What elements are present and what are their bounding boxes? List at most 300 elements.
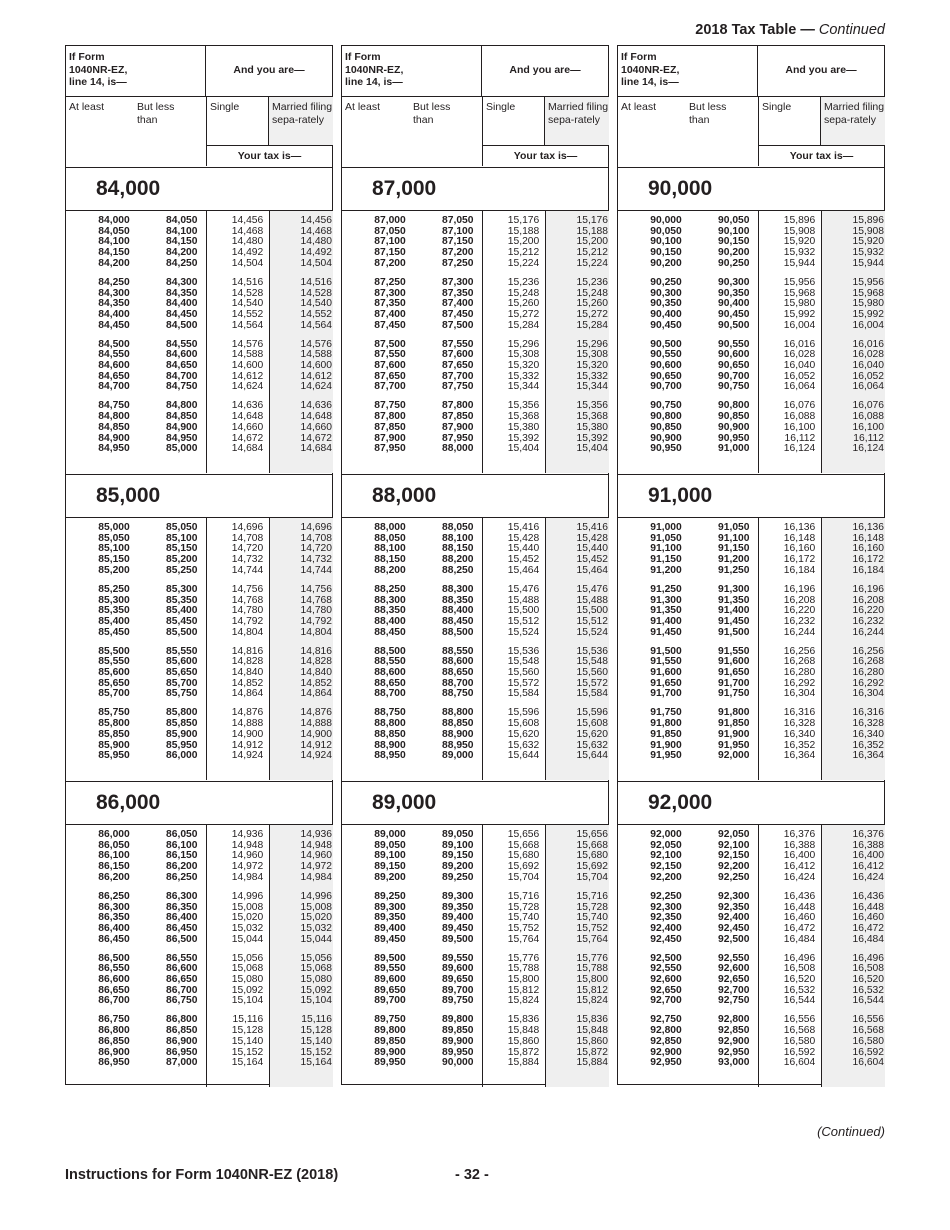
at-least-value: 86,200: [98, 871, 130, 883]
married-tax-value: 15,020: [300, 912, 332, 924]
at-least-value: 87,100: [374, 236, 406, 248]
married-tax-value: 16,028: [852, 349, 884, 361]
single-tax-value: 14,552: [231, 308, 264, 320]
less-than-value: 91,050: [718, 522, 750, 533]
less-than-value: 86,650: [166, 974, 198, 986]
less-than-value: 84,250: [166, 257, 198, 269]
less-than-value: 91,800: [718, 707, 750, 719]
at-least-value: 92,400: [650, 922, 682, 934]
table-row: [66, 751, 332, 762]
at-least-value: 86,850: [98, 1035, 130, 1047]
married-tax-value: 15,104: [300, 995, 332, 1007]
single-tax-value: 15,536: [507, 645, 540, 657]
less-than-value: 88,050: [442, 522, 474, 533]
single-tax-value: 16,220: [783, 605, 816, 617]
block-heading: 85,000: [66, 475, 332, 518]
single-tax-value: 14,516: [231, 276, 264, 288]
header-title-text: 2018 Tax Table —: [695, 22, 815, 38]
married-tax-value: 15,704: [576, 871, 608, 883]
less-than-value: 89,500: [442, 933, 474, 945]
single-tax-value: 15,572: [507, 677, 540, 689]
married-tax-value: 14,840: [300, 667, 332, 679]
at-least-value: 90,300: [650, 287, 682, 299]
single-tax-value: 16,544: [783, 995, 816, 1007]
table-row: [618, 935, 884, 946]
single-tax-value: 16,412: [783, 861, 816, 873]
married-tax-value: 16,220: [852, 605, 884, 617]
at-least-value: 86,400: [98, 922, 130, 934]
at-least-value: 91,500: [650, 645, 682, 657]
married-tax-value: 14,456: [300, 215, 332, 226]
table-row: [342, 321, 608, 332]
married-tax-value: 15,332: [576, 370, 608, 382]
less-than-value: 92,400: [718, 912, 750, 924]
married-tax-value: 16,076: [852, 400, 884, 412]
married-tax-value: 16,292: [852, 677, 884, 689]
at-least-value: 92,550: [650, 963, 682, 975]
less-than-value: 86,000: [166, 750, 198, 762]
less-than-value: 89,200: [442, 861, 474, 873]
married-tax-value: 14,792: [300, 615, 332, 627]
single-tax-value: 14,540: [231, 298, 264, 310]
at-least-value: 88,500: [374, 645, 406, 657]
less-than-value: 87,900: [442, 421, 474, 433]
table-row: [618, 444, 884, 455]
table-row: [342, 924, 608, 935]
less-than-value: 91,150: [718, 543, 750, 555]
married-tax-value: 14,720: [300, 543, 332, 555]
single-tax-value: 15,344: [507, 381, 540, 393]
at-least-value: 85,000: [98, 522, 130, 533]
single-tax-value: 16,100: [783, 421, 816, 433]
married-tax-value: 15,260: [576, 298, 608, 310]
at-least-value: 86,450: [98, 933, 130, 945]
at-least-value: 91,650: [650, 677, 682, 689]
less-than-value: 89,850: [442, 1025, 474, 1037]
income-block: [66, 782, 332, 1089]
less-than-value: 86,250: [166, 871, 198, 883]
at-least-value: 91,400: [650, 615, 682, 627]
single-tax-value: 14,816: [231, 645, 264, 657]
table-row: [342, 873, 608, 884]
married-tax-value: 16,460: [852, 912, 884, 924]
single-tax-value: 14,960: [231, 850, 264, 862]
single-tax-value: 16,244: [783, 626, 816, 638]
block-heading: 92,000: [618, 782, 884, 825]
less-than-value: 87,950: [442, 432, 474, 444]
less-than-value: 90,100: [718, 225, 750, 237]
at-least-value: 87,000: [374, 215, 406, 226]
less-than-value: 89,100: [442, 839, 474, 851]
less-than-value: 85,700: [166, 677, 198, 689]
block-heading: 86,000: [66, 782, 332, 825]
less-than-value: 90,600: [718, 349, 750, 361]
less-than-value: 84,600: [166, 349, 198, 361]
less-than-value: 92,000: [718, 750, 750, 762]
less-than-value: 84,200: [166, 247, 198, 259]
at-least-value: 87,250: [374, 276, 406, 288]
married-tax-value: 14,468: [300, 225, 332, 237]
page-header-title: [695, 22, 885, 38]
table-row: [66, 310, 332, 321]
single-tax-value: 14,528: [231, 287, 264, 299]
single-tax-value: 16,004: [783, 319, 816, 331]
table-row: [342, 585, 608, 596]
and-you-are-label: And you are—: [482, 46, 608, 97]
married-tax-value: 15,188: [576, 225, 608, 237]
less-than-value: 90,700: [718, 370, 750, 382]
at-least-value: 92,800: [650, 1025, 682, 1037]
single-tax-value: 15,176: [507, 215, 540, 226]
single-tax-value: 16,364: [783, 750, 816, 762]
single-tax-value: 16,076: [783, 400, 816, 412]
at-least-value: 91,550: [650, 656, 682, 668]
less-than-value: 89,600: [442, 963, 474, 975]
at-least-value: 84,800: [98, 411, 130, 423]
less-than-value: 84,550: [166, 338, 198, 350]
single-tax-value: 16,112: [784, 432, 816, 444]
less-than-value: 90,750: [718, 381, 750, 393]
single-tax-value: 15,440: [507, 543, 540, 555]
single-tax-value: 14,732: [231, 554, 264, 566]
single-tax-value: 15,776: [507, 952, 540, 964]
and-you-are-label: And you are—: [206, 46, 332, 97]
single-tax-value: 16,160: [783, 543, 816, 555]
single-tax-value: 14,468: [231, 225, 264, 237]
married-tax-value: 14,540: [300, 298, 332, 310]
married-tax-value: 16,340: [852, 728, 884, 740]
less-than-value: 92,350: [718, 901, 750, 913]
table-row: [342, 892, 608, 903]
married-tax-value: 16,436: [852, 890, 884, 902]
single-label: Single: [758, 97, 821, 145]
table-row: [66, 321, 332, 332]
less-than-value: 92,550: [718, 952, 750, 964]
less-than-value: 87,750: [442, 381, 474, 393]
less-than-value: 88,700: [442, 677, 474, 689]
column-header: [66, 46, 332, 168]
less-than-value: 89,650: [442, 974, 474, 986]
at-least-value: 86,500: [98, 952, 130, 964]
married-tax-value: 15,296: [576, 338, 608, 350]
single-tax-value: 15,404: [507, 443, 540, 455]
married-tax-value: 15,524: [576, 626, 608, 638]
single-tax-value: 15,128: [231, 1025, 264, 1037]
less-than-value: 86,450: [166, 922, 198, 934]
at-least-value: 89,650: [374, 984, 406, 996]
married-tax-value: 14,780: [300, 605, 332, 617]
less-than-value: 91,350: [718, 594, 750, 606]
single-tax-value: 14,900: [231, 728, 264, 740]
married-tax-value: 14,528: [300, 287, 332, 299]
married-tax-value: 15,800: [576, 974, 608, 986]
married-tax-value: 15,056: [300, 952, 332, 964]
at-least-value: 91,800: [650, 718, 682, 730]
at-least-value: 92,850: [650, 1035, 682, 1047]
married-tax-value: 15,044: [300, 933, 332, 945]
at-least-value: 89,050: [374, 839, 406, 851]
at-least-value: 85,650: [98, 677, 130, 689]
less-than-value: 85,250: [166, 564, 198, 576]
at-least-value: 90,050: [650, 225, 682, 237]
at-least-value: 88,300: [374, 594, 406, 606]
form-line-label: If Form 1040NR-EZ, line 14, is—: [618, 46, 758, 97]
married-tax-value: 14,960: [300, 850, 332, 862]
at-least-value: 85,450: [98, 626, 130, 638]
less-than-value: 84,500: [166, 319, 198, 331]
at-least-value: 92,000: [650, 829, 682, 840]
less-than-value: 87,200: [442, 247, 474, 259]
married-tax-value: 15,116: [301, 1014, 332, 1026]
table-row: [66, 892, 332, 903]
single-tax-value: 16,316: [783, 707, 816, 719]
at-least-value: 91,000: [650, 522, 682, 533]
less-than-value: 90,800: [718, 400, 750, 412]
at-least-value: 88,900: [374, 739, 406, 751]
less-than-value: 84,300: [166, 276, 198, 288]
single-tax-value: 15,644: [507, 750, 540, 762]
less-than-value: 90,500: [718, 319, 750, 331]
less-than-value: 92,800: [718, 1014, 750, 1026]
table-row: [342, 751, 608, 762]
table-row: [618, 730, 884, 741]
married-tax-value: 15,680: [576, 850, 608, 862]
married-label: Married filing sepa-rately: [821, 97, 885, 145]
single-tax-value: 16,592: [783, 1046, 816, 1058]
at-least-value: 84,650: [98, 370, 130, 382]
at-least-value: 85,600: [98, 667, 130, 679]
less-than-value: 84,100: [166, 225, 198, 237]
married-tax-value: 14,732: [300, 554, 332, 566]
single-tax-value: 15,044: [231, 933, 264, 945]
at-least-value: 88,550: [374, 656, 406, 668]
single-tax-value: 15,068: [231, 963, 264, 975]
table-row: [342, 278, 608, 289]
at-least-value: 84,500: [98, 338, 130, 350]
less-than-value: 86,400: [166, 912, 198, 924]
single-tax-value: 15,308: [507, 349, 540, 361]
less-than-value: 88,550: [442, 645, 474, 657]
less-than-value: 87,250: [442, 257, 474, 269]
single-tax-value: 16,376: [783, 829, 816, 840]
at-least-value: 89,250: [374, 890, 406, 902]
married-tax-value: 15,968: [852, 287, 884, 299]
less-than-value: 89,300: [442, 890, 474, 902]
less-than-value: 86,750: [166, 995, 198, 1007]
table-row: [66, 566, 332, 577]
less-than-value: 85,100: [166, 532, 198, 544]
single-label: Single: [482, 97, 545, 145]
married-tax-value: 15,920: [852, 236, 884, 248]
table-row: [618, 259, 884, 270]
at-least-value: 86,700: [98, 995, 130, 1007]
married-tax-value: 14,876: [300, 707, 332, 719]
married-tax-value: 16,124: [852, 443, 884, 455]
married-tax-value: 14,912: [300, 739, 332, 751]
single-tax-value: 16,040: [783, 360, 816, 372]
table-row: [618, 1037, 884, 1048]
married-tax-value: 16,052: [852, 370, 884, 382]
married-tax-value: 15,308: [576, 349, 608, 361]
married-tax-value: 16,256: [852, 645, 884, 657]
single-tax-value: 14,624: [231, 381, 264, 393]
table-row: [342, 617, 608, 628]
at-least-value: 85,700: [98, 688, 130, 700]
at-least-value: 90,800: [650, 411, 682, 423]
at-least-value: 89,900: [374, 1046, 406, 1058]
married-tax-value: 16,148: [852, 532, 884, 544]
at-least-value: 90,200: [650, 257, 682, 269]
married-tax-value: 16,184: [852, 564, 884, 576]
less-than-value: 92,600: [718, 963, 750, 975]
married-tax-value: 14,828: [300, 656, 332, 668]
table-row: [66, 444, 332, 455]
but-less-than-label: But less than: [413, 101, 451, 126]
at-least-value: 89,350: [374, 912, 406, 924]
married-tax-value: 15,164: [300, 1057, 332, 1069]
single-tax-value: 15,764: [507, 933, 540, 945]
married-tax-value: 15,692: [576, 861, 608, 873]
at-least-value: 88,250: [374, 583, 406, 595]
at-least-value: 91,150: [650, 554, 682, 566]
single-tax-value: 16,460: [783, 912, 816, 924]
at-least-value: 88,000: [374, 522, 406, 533]
married-tax-value: 15,896: [852, 215, 884, 226]
married-tax-value: 16,232: [852, 615, 884, 627]
single-tax-value: 15,728: [507, 901, 540, 913]
single-tax-value: 16,184: [783, 564, 816, 576]
table-row: [342, 730, 608, 741]
married-tax-value: 15,572: [576, 677, 608, 689]
married-tax-value: 15,716: [576, 890, 608, 902]
single-tax-value: 14,972: [231, 861, 264, 873]
table-row: [66, 1058, 332, 1069]
married-tax-value: 15,236: [576, 276, 608, 288]
married-tax-value: 16,568: [852, 1025, 884, 1037]
at-least-value: 86,100: [98, 850, 130, 862]
single-tax-value: 15,884: [507, 1057, 540, 1069]
table-row: [66, 259, 332, 270]
table-row: [66, 617, 332, 628]
at-least-value: 89,600: [374, 974, 406, 986]
married-tax-value: 16,088: [852, 411, 884, 423]
at-least-value: 88,750: [374, 707, 406, 719]
table-row: [342, 689, 608, 700]
block-heading: 84,000: [66, 168, 332, 211]
at-least-value: 88,450: [374, 626, 406, 638]
at-least-value: 86,650: [98, 984, 130, 996]
less-than-value: 89,150: [442, 850, 474, 862]
married-tax-value: 14,660: [300, 421, 332, 433]
less-than-value: 90,850: [718, 411, 750, 423]
married-tax-value: 16,112: [853, 432, 884, 444]
single-tax-value: 15,080: [231, 974, 264, 986]
at-least-value: 84,900: [98, 432, 130, 444]
single-tax-value: 14,492: [231, 247, 264, 259]
at-least-value: 87,150: [374, 247, 406, 259]
at-least-value: 87,800: [374, 411, 406, 423]
married-tax-value: 15,392: [576, 432, 608, 444]
less-than-value: 91,650: [718, 667, 750, 679]
at-least-value: 86,350: [98, 912, 130, 924]
table-row: [618, 423, 884, 434]
at-least-value: 91,950: [650, 750, 682, 762]
married-tax-value: 15,440: [576, 543, 608, 555]
single-tax-value: 14,996: [231, 890, 264, 902]
table-row: [618, 310, 884, 321]
less-than-value: 85,150: [166, 543, 198, 555]
less-than-value: 90,000: [442, 1057, 474, 1069]
single-tax-value: 14,876: [231, 707, 264, 719]
at-least-value: 87,050: [374, 225, 406, 237]
at-least-value: 91,350: [650, 605, 682, 617]
income-block: [342, 168, 608, 475]
single-tax-value: 15,224: [507, 257, 540, 269]
single-tax-value: 15,944: [783, 257, 816, 269]
single-tax-value: 16,520: [783, 974, 816, 986]
less-than-value: 86,800: [166, 1014, 198, 1026]
married-tax-value: 15,320: [576, 360, 608, 372]
single-tax-value: 14,720: [231, 543, 264, 555]
single-tax-value: 16,508: [783, 963, 816, 975]
less-than-value: 85,450: [166, 615, 198, 627]
income-block: [66, 475, 332, 782]
married-tax-value: 14,996: [300, 890, 332, 902]
at-least-value: 92,650: [650, 984, 682, 996]
less-than-value: 84,850: [166, 411, 198, 423]
single-tax-value: 15,272: [507, 308, 540, 320]
less-than-value: 86,550: [166, 952, 198, 964]
single-tax-value: 15,392: [507, 432, 540, 444]
married-tax-value: 15,176: [576, 215, 608, 226]
married-tax-value: 14,480: [300, 236, 332, 248]
married-tax-value: 15,380: [576, 421, 608, 433]
at-least-value: 90,400: [650, 308, 682, 320]
less-than-value: 85,900: [166, 728, 198, 740]
at-least-value: 86,300: [98, 901, 130, 913]
married-tax-value: 15,908: [852, 225, 884, 237]
at-least-value: 86,250: [98, 890, 130, 902]
at-least-value: 92,700: [650, 995, 682, 1007]
table-row: [66, 382, 332, 393]
single-tax-value: 15,608: [507, 718, 540, 730]
single-tax-value: 14,480: [231, 236, 264, 248]
at-least-value: 89,150: [374, 861, 406, 873]
less-than-value: 88,000: [442, 443, 474, 455]
single-tax-value: 14,768: [231, 594, 264, 606]
single-tax-value: 15,248: [507, 287, 540, 299]
married-tax-value: 16,448: [852, 901, 884, 913]
at-least-value: 86,800: [98, 1025, 130, 1037]
single-tax-value: 14,660: [231, 421, 264, 433]
less-than-value: 87,400: [442, 298, 474, 310]
less-than-value: 85,400: [166, 605, 198, 617]
married-tax-value: 14,492: [300, 247, 332, 259]
single-tax-value: 15,428: [507, 532, 540, 544]
less-than-value: 86,050: [166, 829, 198, 840]
at-least-value: 87,600: [374, 360, 406, 372]
single-tax-value: 15,056: [231, 952, 264, 964]
less-than-value: 86,900: [166, 1035, 198, 1047]
at-least-value: 91,100: [650, 543, 682, 555]
table-row: [342, 566, 608, 577]
income-block: [618, 782, 884, 1089]
at-least-value: 86,150: [98, 861, 130, 873]
at-least-value: 89,550: [374, 963, 406, 975]
less-than-value: 92,150: [718, 850, 750, 862]
single-tax-value: 14,576: [231, 338, 264, 350]
less-than-value: 89,900: [442, 1035, 474, 1047]
